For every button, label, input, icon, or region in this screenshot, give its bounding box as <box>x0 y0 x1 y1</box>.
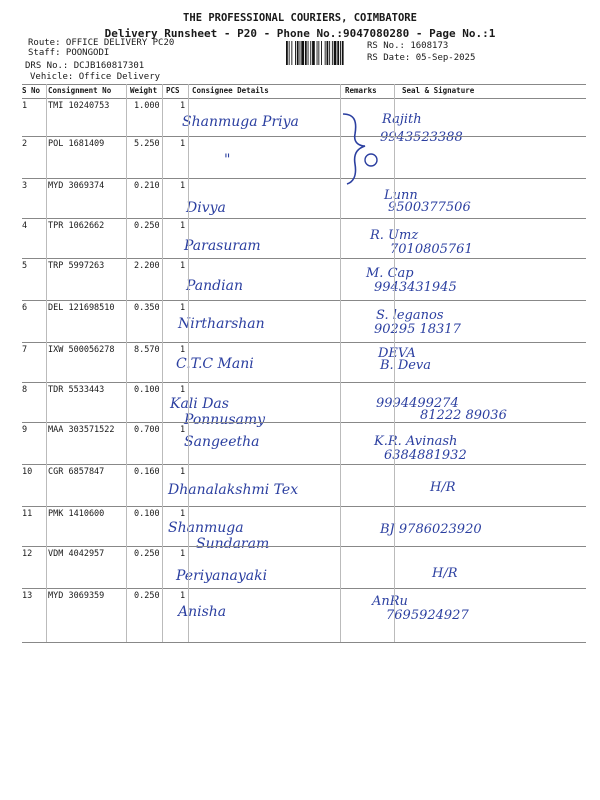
barcode-bar <box>321 41 322 65</box>
row-signature-handwriting-2: 90295 18317 <box>374 322 461 337</box>
row-sno: 1 <box>22 101 28 111</box>
row-signature-handwriting-2: 6384881932 <box>384 448 467 463</box>
row-consignee-handwriting-2: Sundaram <box>196 536 270 552</box>
row-signature-handwriting-2: 7695924927 <box>386 608 469 623</box>
row-consignment-no: TPR 1062662 <box>48 221 105 231</box>
row-weight: 0.250 <box>134 549 160 559</box>
row-pcs: 1 <box>180 549 186 559</box>
row-sno: 13 <box>22 591 33 601</box>
row-sno: 7 <box>22 345 28 355</box>
barcode-bar <box>305 41 307 65</box>
row-consignee-handwriting: Dhanalakshmi Tex <box>168 482 299 498</box>
row-weight: 8.570 <box>134 345 160 355</box>
barcode-bar <box>308 41 309 65</box>
barcode-bar <box>300 41 301 65</box>
row-pcs: 1 <box>180 261 186 271</box>
runsheet-subtitle: Delivery Runsheet - P20 - Phone No.:9047080280 - Page No.:1 <box>104 27 496 40</box>
barcode-bar <box>291 41 292 65</box>
row-consignee-handwriting: Shanmuga <box>168 520 244 536</box>
row-divider <box>22 258 586 259</box>
rs-date: RS Date: 05-Sep-2025 <box>367 53 476 63</box>
row-signature-handwriting-2: B. Deva <box>380 358 432 373</box>
col-header-sno: S No <box>22 86 41 95</box>
barcode-bar <box>332 41 333 65</box>
header-bottom-rule <box>22 98 586 99</box>
row-signature-handwriting: DEVA <box>378 346 416 361</box>
row-weight: 1.000 <box>134 101 160 111</box>
row-signature-handwriting: R. Umz <box>370 228 419 243</box>
row-pcs: 1 <box>180 221 186 231</box>
barcode-bar <box>289 41 290 65</box>
row-consignment-no: MAA 303571522 <box>48 425 115 435</box>
row-consignee-handwriting: Parasuram <box>184 238 261 254</box>
row-consignment-no: TMI 10240753 <box>48 101 110 111</box>
row-consignee-handwriting: Kali Das <box>170 396 229 412</box>
row-sno: 4 <box>22 221 28 231</box>
column-divider <box>188 84 189 642</box>
row-sno: 5 <box>22 261 28 271</box>
column-divider <box>394 84 395 642</box>
barcode-bar <box>334 41 337 65</box>
route-label: Route: OFFICE DELIVERY PC20 <box>28 38 175 48</box>
row-divider <box>22 464 586 465</box>
col-header-pcs: PCS <box>166 86 180 95</box>
vehicle-label: Vehicle: Office Delivery <box>30 72 161 82</box>
row-consignment-no: POL 1681409 <box>48 139 105 149</box>
row-consignment-no: PMK 1410600 <box>48 509 105 519</box>
row-consignee-handwriting: Anisha <box>178 604 227 620</box>
row-pcs: 1 <box>180 303 186 313</box>
barcode-bar <box>312 41 315 65</box>
header-top-rule <box>22 84 586 85</box>
table-bottom-rule <box>22 642 586 643</box>
row-consignee-handwriting: Sangeetha <box>184 434 260 450</box>
row-signature-handwriting-2: 9500377506 <box>388 200 471 215</box>
row-weight: 0.250 <box>134 591 160 601</box>
row-signature-handwriting-2: 7010805761 <box>390 242 473 257</box>
row-signature-handwriting: M. Cap <box>366 266 414 281</box>
row-divider <box>22 342 586 343</box>
rs-number: RS No.: 1608173 <box>367 41 449 51</box>
drs-label: DRS No.: DCJB160817301 <box>25 61 145 71</box>
barcode-bar <box>317 41 318 65</box>
barcode-bar <box>327 41 329 65</box>
row-divider <box>22 546 586 547</box>
barcode-bar <box>310 41 311 65</box>
row-sno: 11 <box>22 509 33 519</box>
row-sno: 8 <box>22 385 28 395</box>
row-consignee-handwriting: Nirtharshan <box>178 316 265 332</box>
row-signature-handwriting: AnRu <box>372 594 408 609</box>
row-weight: 2.200 <box>134 261 160 271</box>
row-signature-handwriting: H/R <box>432 566 458 581</box>
row-sno: 2 <box>22 139 28 149</box>
row-signature-handwriting: Rajith <box>382 112 422 127</box>
row-consignment-no: TDR 5533443 <box>48 385 105 395</box>
column-divider <box>126 84 127 642</box>
row-consignee-handwriting-2: Ponnusamy <box>184 412 266 428</box>
row-divider <box>22 300 586 301</box>
barcode-bar <box>337 41 339 65</box>
row-signature-handwriting: BJ 9786023920 <box>380 522 482 537</box>
row-consignee-handwriting: C.T.C Mani <box>176 356 254 372</box>
runsheet-table <box>22 84 586 642</box>
row-consignee-handwriting: " <box>224 152 231 168</box>
row-consignment-no: DEL 121698510 <box>48 303 115 313</box>
row-weight: 0.250 <box>134 221 160 231</box>
row-divider <box>22 136 586 137</box>
col-header-consignment: Consignment No <box>48 86 112 95</box>
row-divider <box>22 588 586 589</box>
row-consignee-handwriting: Pandian <box>186 278 243 294</box>
row-pcs: 1 <box>180 385 186 395</box>
row-divider <box>22 422 586 423</box>
row-sno: 6 <box>22 303 28 313</box>
column-divider <box>46 84 47 642</box>
row-sno: 3 <box>22 181 28 191</box>
row-divider <box>22 382 586 383</box>
row-pcs: 1 <box>180 139 186 149</box>
barcode-bar <box>342 41 344 65</box>
row-signature-handwriting-2: 9943523388 <box>380 130 463 145</box>
row-weight: 0.700 <box>134 425 160 435</box>
row-signature-handwriting-2: 81222 89036 <box>420 408 507 423</box>
col-header-weight: Weight <box>130 86 158 95</box>
barcode-bar <box>318 41 319 65</box>
row-weight: 0.100 <box>134 509 160 519</box>
row-consignment-no: TRP 5997263 <box>48 261 105 271</box>
row-consignment-no: IXW 500056278 <box>48 345 115 355</box>
row-weight: 5.250 <box>134 139 160 149</box>
column-divider <box>162 84 163 642</box>
row-signature-handwriting: Lunn <box>384 188 418 203</box>
row-sno: 12 <box>22 549 33 559</box>
barcode-image <box>286 41 366 65</box>
row-signature-handwriting-2: 9943431945 <box>374 280 457 295</box>
row-consignee-handwriting: Periyanayaki <box>176 568 268 584</box>
row-weight: 0.100 <box>134 385 160 395</box>
staff-label: Staff: POONGODI <box>28 48 110 58</box>
company-title: THE PROFESSIONAL COURIERS, COIMBATORE <box>183 12 417 24</box>
row-weight: 0.210 <box>134 181 160 191</box>
row-signature-handwriting: 9994499274 <box>376 396 459 411</box>
row-pcs: 1 <box>180 345 186 355</box>
col-header-consignee: Consignee Details <box>192 86 269 95</box>
row-sno: 10 <box>22 467 33 477</box>
barcode-bar <box>286 41 288 65</box>
col-header-remarks: Remarks <box>345 86 377 95</box>
row-pcs: 1 <box>180 425 186 435</box>
row-weight: 0.160 <box>134 467 160 477</box>
row-pcs: 1 <box>180 467 186 477</box>
row-signature-handwriting: S. leganos <box>376 308 444 323</box>
barcode-bar <box>340 41 341 65</box>
row-divider <box>22 218 586 219</box>
row-sno: 9 <box>22 425 28 435</box>
row-pcs: 1 <box>180 101 186 111</box>
barcode-bar <box>329 41 330 65</box>
brace-mark <box>335 100 385 190</box>
row-divider <box>22 178 586 179</box>
row-pcs: 1 <box>180 181 186 191</box>
col-header-seal: Seal & Signature <box>402 86 475 95</box>
row-pcs: 1 <box>180 591 186 601</box>
row-consignee-handwriting: Divya <box>186 200 226 216</box>
row-consignee-handwriting: Shanmuga Priya <box>182 114 299 130</box>
row-signature-handwriting: H/R <box>430 480 456 495</box>
row-signature-handwriting: K.R. Avinash <box>374 434 458 449</box>
row-consignment-no: VDM 4042957 <box>48 549 105 559</box>
row-consignment-no: MYD 3069374 <box>48 181 105 191</box>
row-weight: 0.350 <box>134 303 160 313</box>
row-consignment-no: CGR 6857847 <box>48 467 105 477</box>
row-divider <box>22 506 586 507</box>
barcode-bar <box>325 41 326 65</box>
row-pcs: 1 <box>180 509 186 519</box>
barcode-bar <box>301 41 304 65</box>
barcode-bar <box>297 41 299 65</box>
barcode-bar <box>295 41 296 65</box>
row-consignment-no: MYD 3069359 <box>48 591 105 601</box>
